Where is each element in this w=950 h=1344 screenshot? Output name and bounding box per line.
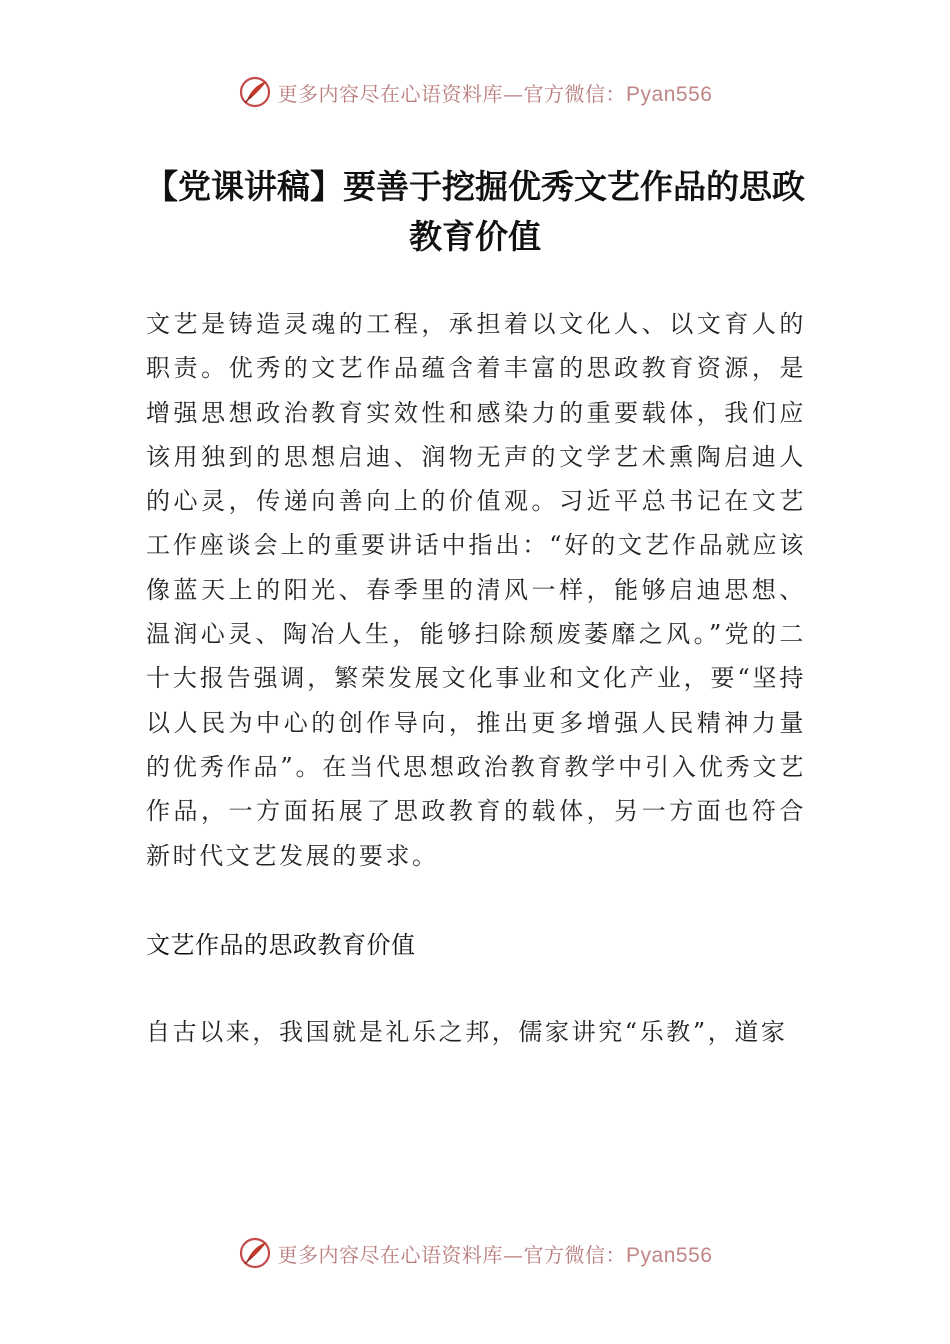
wechat-id: Pyan556 [626,1243,713,1267]
red-feather-logo-icon [238,1236,272,1270]
red-feather-logo-icon [238,75,272,109]
section-heading: 文艺作品的思政教育价值 [146,931,416,959]
watermark-text: 更多内容尽在心语资料库—官方微信：Pyan556 [277,1242,713,1267]
body-paragraph-1: 文艺是铸造灵魂的工程，承担着以文化人、以文育人的职责。优秀的文艺作品蕴含着丰富的思政教育资源，是增强思想政治教育实效性和感染力的重要载体，我们应该用独到的思想启迪、润物无声的文学艺术熏陶启迪人的心灵，传递向善向上的价值观。习近平总书记在文艺工作座谈会上的重要讲话中指出：“好的文艺作品就应该像蓝天上的阳光、春季里的清风一样，能够启迪思想、温润心灵、陶冶人生，能够扫除颓废萎靡之风。”党的二十大报告强调，繁荣发展文化事业和文化产业，要“坚持以人民为中心的创作导向，推出更多增强人民精神力量的优秀作品”。在当代思想政治教育教学中引入优秀文艺作品，一方面拓展了思政教育的载体，另一方面也符合新时代文艺发展的要求。 [146,310,806,870]
wechat-id: Pyan556 [626,82,713,106]
body-paragraph-2: 自古以来，我国就是礼乐之邦，儒家讲究“乐教”，道家 [146,1018,788,1046]
watermark-banner-bottom [0,1233,950,1273]
document-title: 【党课讲稿】要善于挖掘优秀文艺作品的思政教育价值 [145,167,805,256]
watermark-text: 更多内容尽在心语资料库—官方微信：Pyan556 [277,81,713,106]
watermark-banner-top [0,72,950,112]
